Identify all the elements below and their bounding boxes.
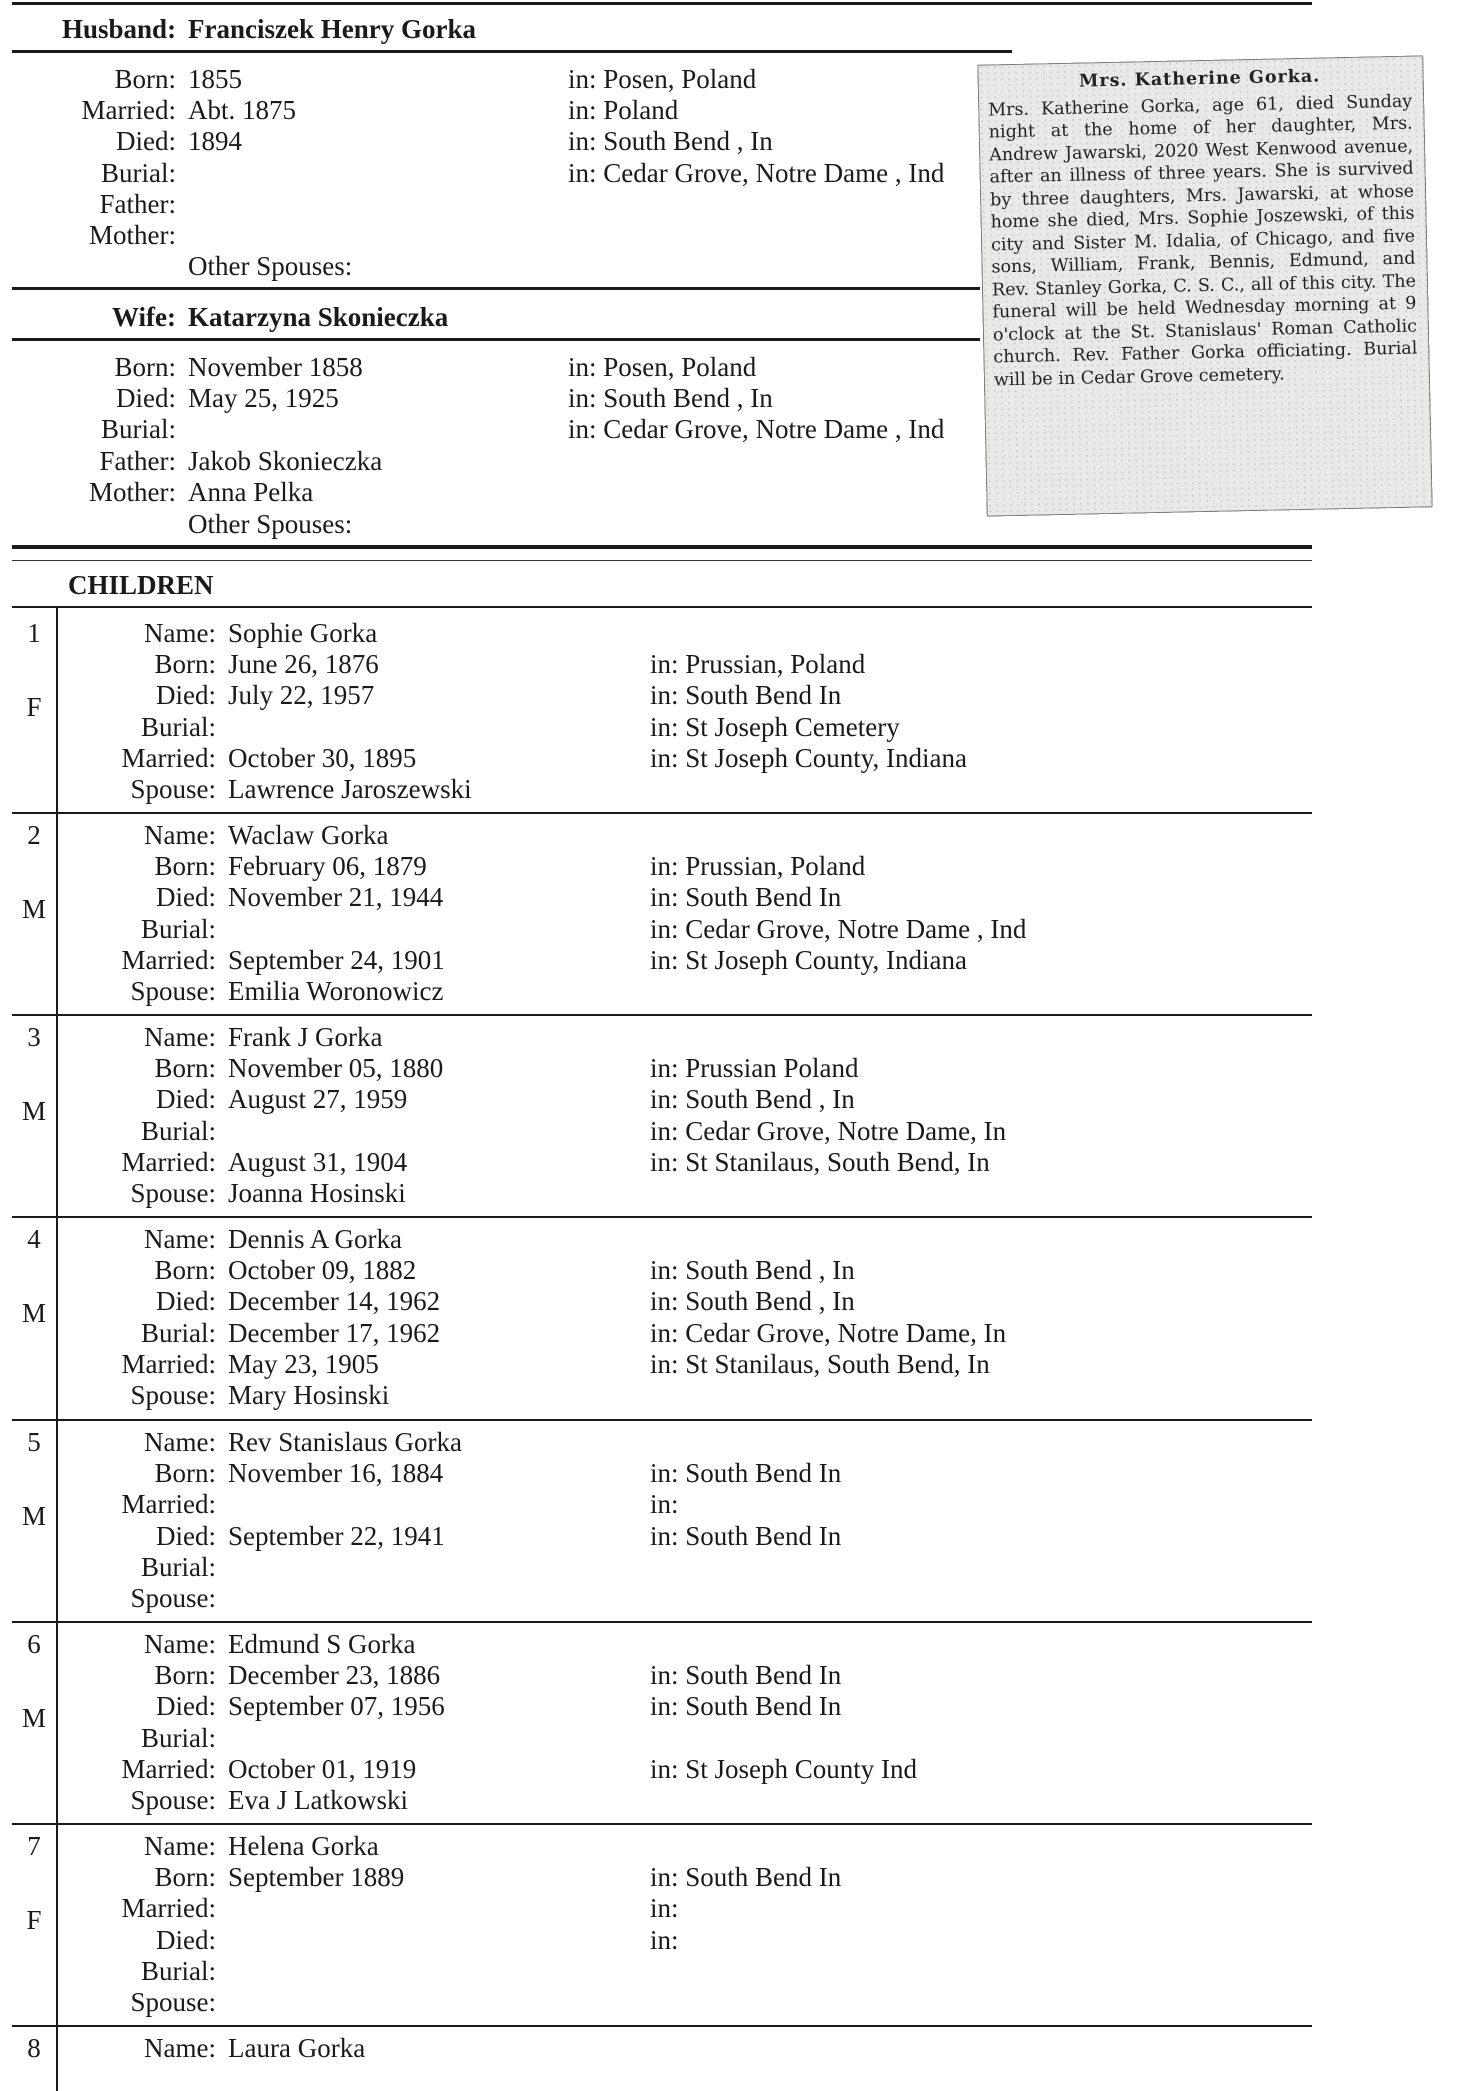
child-field-value: Waclaw Gorka <box>228 820 389 850</box>
top-rule <box>12 2 1312 5</box>
wife-field-label: Burial: <box>101 414 176 445</box>
child-field-location: in: Prussian, Poland <box>650 851 866 882</box>
child-field-location: in: St Joseph County, Indiana <box>650 944 967 975</box>
child-separator-rule <box>12 1419 1312 1421</box>
children-heading: CHILDREN <box>68 570 214 600</box>
clipping-body: Mrs. Katherine Gorka, age 61, died Sunday night at the home of her daughter, Mrs. Andrew Jawarski, 2020 West Kenwood avenue, after an illness of three years. She is survived by three daughters, Mrs. Jawarski, at whose home she died, Mrs. Sophie Joszewski, of this city and Sister M. Idalia, of Chicago, and five sons, William, Frank, Bennis, Edmund, and Rev. Stanley Gorka, C. S. C., all of this city. The funeral will be held Wednesday morning at 9 o'clock at the St. Stanislaus' Roman Catholic church. Rev. Father Gorka officiating. Burial will be in Cedar Grove cemetery. <box>988 91 1418 390</box>
child-field-value: August 27, 1959 <box>228 1084 408 1115</box>
child-field-label: Name: <box>144 1831 216 1861</box>
child-field-location: in: Prussian Poland <box>650 1053 859 1084</box>
child-field-value: December 14, 1962 <box>228 1286 441 1317</box>
husband-field-label: Died: <box>116 126 176 157</box>
child-sex: F <box>26 692 42 722</box>
wife-name: Katarzyna Skonieczka <box>188 302 449 332</box>
child-field-label: Died: <box>156 882 216 913</box>
child-field-label: Married: <box>121 1753 216 1784</box>
child-field-label: Spouse: <box>130 1380 216 1410</box>
child-field-value: Mary Hosinski <box>228 1380 390 1410</box>
husband-field-label: Mother: <box>89 220 176 250</box>
husband-field-location: in: Cedar Grove, Notre Dame , Ind <box>568 157 945 188</box>
child-separator-rule <box>12 2025 1312 2027</box>
child-field-value: Joanna Hosinski <box>228 1178 406 1208</box>
child-field-location: in: Prussian, Poland <box>650 649 866 680</box>
child-field-value: Laura Gorka <box>228 2033 366 2063</box>
child-field-location: in: South Bend In <box>650 882 842 913</box>
child-field-value: May 23, 1905 <box>228 1348 379 1379</box>
child-number: 2 <box>27 820 41 850</box>
child-field-label: Married: <box>121 944 216 975</box>
child-sex: M <box>21 1096 46 1126</box>
husband-field-value: 1855 <box>188 64 242 94</box>
child-field-label: Died: <box>156 1084 216 1115</box>
child-field-location: in: South Bend In <box>650 1458 842 1489</box>
child-field-value: Dennis A Gorka <box>228 1224 402 1254</box>
wife-heading: Wife: <box>112 302 176 332</box>
wife-rule <box>12 338 980 341</box>
child-field-label: Died: <box>156 1924 216 1955</box>
wife-field-location: in: Posen, Poland <box>568 352 757 382</box>
child-field-location: in: Cedar Grove, Notre Dame , Ind <box>650 913 1027 944</box>
child-field-value: September 1889 <box>228 1862 405 1893</box>
child-field-label: Born: <box>154 1053 216 1084</box>
child-field-location: in: Cedar Grove, Notre Dame, In <box>650 1317 1007 1348</box>
child-field-location: in: South Bend In <box>650 1660 842 1691</box>
child-number: 5 <box>27 1427 41 1457</box>
wife-field-location: in: Cedar Grove, Notre Dame , Ind <box>568 414 945 445</box>
child-field-location: in: South Bend , In <box>650 1286 855 1317</box>
child-field-label: Name: <box>144 1629 216 1659</box>
child-field-location: in: Cedar Grove, Notre Dame, In <box>650 1115 1007 1146</box>
child-number: 8 <box>27 2033 41 2063</box>
child-field-location: in: St Joseph County, Indiana <box>650 742 967 773</box>
child-separator-rule <box>12 1823 1312 1825</box>
child-field-label: Spouse: <box>130 1785 216 1815</box>
child-field-value: November 21, 1944 <box>228 882 444 913</box>
children-number-column-line <box>56 606 58 2091</box>
child-field-value: October 01, 1919 <box>228 1753 417 1784</box>
child-field-location: in: South Bend In <box>650 1691 842 1722</box>
child-field-label: Born: <box>154 1255 216 1286</box>
child-field-label: Burial: <box>141 1115 216 1146</box>
child-field-location: in: <box>650 1893 679 1924</box>
family-separator-thin-rule <box>12 560 1312 561</box>
child-field-value: December 17, 1962 <box>228 1317 441 1348</box>
child-field-location: in: South Bend In <box>650 1862 842 1893</box>
child-field-label: Burial: <box>141 913 216 944</box>
child-field-label: Burial: <box>141 1551 216 1582</box>
child-field-location: in: St Stanilaus, South Bend, In <box>650 1348 990 1379</box>
child-field-value: Helena Gorka <box>228 1831 379 1861</box>
husband-field-location: in: Posen, Poland <box>568 64 757 94</box>
child-field-value: Edmund S Gorka <box>228 1629 416 1659</box>
child-field-label: Spouse: <box>130 1583 216 1613</box>
family-separator-rule <box>12 545 1312 549</box>
child-field-label: Died: <box>156 1691 216 1722</box>
child-field-label: Spouse: <box>130 976 216 1006</box>
child-field-value: Sophie Gorka <box>228 618 378 648</box>
child-field-value: September 24, 1901 <box>228 944 445 975</box>
child-number: 4 <box>27 1224 41 1254</box>
child-separator-rule <box>12 1014 1312 1016</box>
husband-field-label: Married: <box>81 95 176 126</box>
wife-field-location: in: South Bend , In <box>568 383 773 414</box>
child-field-value: November 16, 1884 <box>228 1458 444 1489</box>
husband-field-location: in: Poland <box>568 95 679 126</box>
child-number: 1 <box>27 618 41 648</box>
obituary-clipping <box>977 55 1432 516</box>
wife-field-value: May 25, 1925 <box>188 383 339 414</box>
child-field-value: August 31, 1904 <box>228 1146 408 1177</box>
husband-name: Franciszek Henry Gorka <box>188 14 476 44</box>
wife-field-label: Father: <box>99 445 176 476</box>
child-number: 6 <box>27 1629 41 1659</box>
husband-field-location: in: South Bend , In <box>568 126 773 157</box>
child-field-label: Born: <box>154 1458 216 1489</box>
wife-field-value: Anna Pelka <box>188 476 314 507</box>
child-field-value: Lawrence Jaroszewski <box>228 774 472 804</box>
child-field-location: in: South Bend , In <box>650 1255 855 1286</box>
child-number: 3 <box>27 1022 41 1052</box>
child-field-label: Married: <box>121 742 216 773</box>
child-field-value: Rev Stanislaus Gorka <box>228 1427 462 1457</box>
child-field-value: June 26, 1876 <box>228 649 379 680</box>
child-number: 7 <box>27 1831 41 1861</box>
child-field-label: Burial: <box>141 1955 216 1986</box>
child-field-label: Burial: <box>141 711 216 742</box>
wife-field-label: Born: <box>114 352 176 382</box>
child-field-value: September 07, 1956 <box>228 1691 445 1722</box>
child-field-location: in: <box>650 1924 679 1955</box>
child-field-label: Born: <box>154 851 216 882</box>
child-field-label: Born: <box>154 1660 216 1691</box>
wife-top-rule <box>12 287 980 290</box>
child-field-label: Married: <box>121 1348 216 1379</box>
child-field-label: Spouse: <box>130 1987 216 2017</box>
wife-field-value: Jakob Skonieczka <box>188 445 383 476</box>
child-field-label: Married: <box>121 1146 216 1177</box>
child-field-location: in: St Joseph Cemetery <box>650 711 900 742</box>
child-sex: M <box>21 1298 46 1328</box>
child-field-label: Born: <box>154 1862 216 1893</box>
child-separator-rule <box>12 1621 1312 1623</box>
child-field-value: December 23, 1886 <box>228 1660 441 1691</box>
child-field-value: November 05, 1880 <box>228 1053 444 1084</box>
child-field-label: Born: <box>154 649 216 680</box>
child-field-label: Burial: <box>141 1722 216 1753</box>
child-field-value: Emilia Woronowicz <box>228 976 444 1006</box>
child-field-value: July 22, 1957 <box>228 680 375 711</box>
child-field-label: Name: <box>144 1224 216 1254</box>
husband-field-value: 1894 <box>188 126 242 157</box>
husband-field-label: Born: <box>114 64 176 94</box>
child-sex: M <box>21 1703 46 1733</box>
wife-field-label: Mother: <box>89 476 176 507</box>
children-heading-rule <box>12 606 1312 608</box>
child-field-label: Died: <box>156 1520 216 1551</box>
child-field-label: Name: <box>144 1427 216 1457</box>
child-field-label: Name: <box>144 618 216 648</box>
child-field-value: Eva J Latkowski <box>228 1785 408 1815</box>
clipping-title: Mrs. Katherine Gorka. <box>1078 66 1321 92</box>
wife-other-spouses: Other Spouses: <box>188 509 353 539</box>
child-field-label: Name: <box>144 1022 216 1052</box>
child-field-label: Married: <box>121 1489 216 1520</box>
husband-heading: Husband: <box>62 14 177 44</box>
child-sex: M <box>21 1501 46 1531</box>
child-separator-rule <box>12 1216 1312 1218</box>
husband-field-value: Abt. 1875 <box>188 95 296 126</box>
wife-field-label: Died: <box>116 383 176 414</box>
child-field-label: Burial: <box>141 1317 216 1348</box>
child-field-label: Name: <box>144 820 216 850</box>
wife-field-value: November 1858 <box>188 352 363 382</box>
child-field-value: February 06, 1879 <box>228 851 427 882</box>
child-sex: M <box>21 894 46 924</box>
child-field-value: Frank J Gorka <box>228 1022 383 1052</box>
child-field-label: Spouse: <box>130 774 216 804</box>
husband-rule <box>12 50 1012 53</box>
child-field-label: Died: <box>156 680 216 711</box>
child-sex: F <box>26 1905 42 1935</box>
child-field-label: Spouse: <box>130 1178 216 1208</box>
child-field-label: Married: <box>121 1893 216 1924</box>
child-separator-rule <box>12 812 1312 814</box>
child-field-location: in: St Joseph County Ind <box>650 1753 918 1784</box>
child-field-location: in: South Bend In <box>650 680 842 711</box>
child-field-label: Died: <box>156 1286 216 1317</box>
husband-other-spouses: Other Spouses: <box>188 251 353 281</box>
child-field-value: October 30, 1895 <box>228 742 417 773</box>
child-field-value: September 22, 1941 <box>228 1520 445 1551</box>
child-field-location: in: <box>650 1489 679 1520</box>
child-field-label: Name: <box>144 2033 216 2063</box>
husband-field-label: Father: <box>99 188 176 219</box>
child-field-location: in: South Bend , In <box>650 1084 855 1115</box>
child-field-location: in: St Stanilaus, South Bend, In <box>650 1146 990 1177</box>
child-field-value: October 09, 1882 <box>228 1255 417 1286</box>
child-field-location: in: South Bend In <box>650 1520 842 1551</box>
husband-field-label: Burial: <box>101 157 176 188</box>
